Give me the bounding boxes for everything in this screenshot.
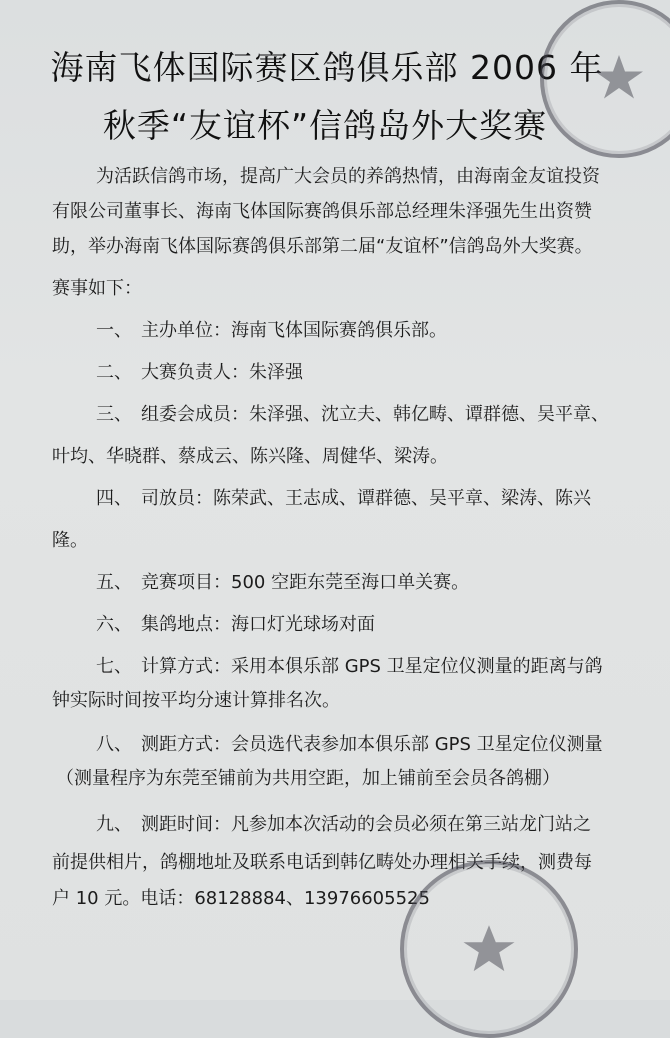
item-calculation: 七、 计算方式：采用本俱乐部 GPS 卫星定位仪测量的距离与鸽 — [96, 656, 603, 677]
item-race-event: 五、 竞赛项目：500 空距东莞至海口单关赛。 — [96, 572, 470, 593]
item-contact: 户 10 元。电话：68128884、13976605525 — [52, 888, 430, 909]
document-title-line-1: 海南飞体国际赛区鸽俱乐部 2006 年 — [50, 48, 604, 87]
item-releasers: 四、 司放员：陈荣武、王志成、谭群德、吴平章、梁涛、陈兴 — [96, 488, 591, 509]
item-measurement: 八、 测距方式：会员选代表参加本俱乐部 GPS 卫星定位仪测量 — [96, 734, 603, 755]
intro-line: 助，举办海南飞体国际赛鸽俱乐部第二届“友谊杯”信鸽岛外大奖赛。 — [52, 236, 593, 257]
item-committee: 三、 组委会成员：朱泽强、沈立夫、韩亿畴、谭群德、吴平章、 — [96, 404, 609, 425]
item-releasers-cont: 隆。 — [52, 530, 88, 551]
club-seal-stamp — [400, 860, 578, 1038]
item-calculation-cont: 钟实际时间按平均分速计算排名次。 — [52, 690, 340, 711]
item-measure-time-cont: 前提供相片，鸽棚地址及联系电话到韩亿畴处办理相关手续，测费每 — [52, 852, 592, 873]
item-committee-cont: 叶均、华晓群、蔡成云、陈兴隆、周健华、梁涛。 — [52, 446, 448, 467]
item-measurement-note: （测量程序为东莞至铺前为共用空距，加上铺前至会员各鸽棚） — [56, 768, 560, 789]
intro-line: 为活跃信鸽市场，提高广大会员的养鸽热情，由海南金友谊投资 — [96, 166, 600, 187]
item-measure-time: 九、 测距时间：凡参加本次活动的会员必须在第三站龙门站之 — [96, 814, 591, 835]
intro-line: 有限公司董事长、海南飞体国际赛鸽俱乐部总经理朱泽强先生出资赞 — [52, 201, 592, 222]
item-organizer: 一、 主办单位：海南飞体国际赛鸽俱乐部。 — [96, 320, 447, 341]
club-seal-stamp — [540, 0, 670, 158]
item-director: 二、 大赛负责人：朱泽强 — [96, 362, 303, 383]
item-collection-point: 六、 集鸽地点：海口灯光球场对面 — [96, 614, 375, 635]
intro-line: 赛事如下： — [52, 278, 142, 299]
document-title-line-2: 秋季“友谊杯”信鸽岛外大奖赛 — [102, 106, 548, 145]
